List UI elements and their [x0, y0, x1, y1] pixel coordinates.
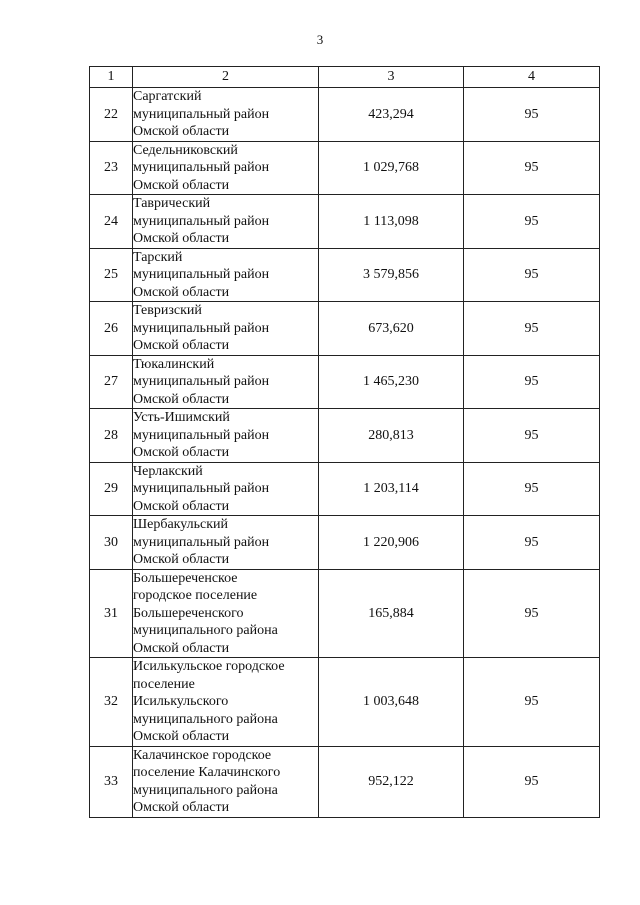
table-row [90, 569, 600, 658]
municipality-name: Саргатский муниципальный район Омской области [133, 88, 319, 142]
percent-value: 95 [464, 141, 600, 195]
percent-value: 95 [464, 516, 600, 570]
row-number: 32 [90, 658, 133, 747]
row-number: 31 [90, 569, 133, 658]
municipality-name: Черлакский муниципальный район Омской области [133, 462, 319, 516]
table-row [90, 248, 600, 302]
municipality-name: Тарский муниципальный район Омской области [133, 248, 319, 302]
amount-value: 1 465,230 [319, 355, 464, 409]
municipality-name: Таврический муниципальный район Омской области [133, 195, 319, 249]
row-number: 33 [90, 746, 133, 817]
percent-value: 95 [464, 302, 600, 356]
amount-value: 423,294 [319, 88, 464, 142]
percent-value: 95 [464, 409, 600, 463]
row-number: 22 [90, 88, 133, 142]
percent-value: 95 [464, 569, 600, 658]
municipality-name: Большереченское городское поселение Большереченского муниципального района Омской области [133, 569, 319, 658]
percent-value: 95 [464, 195, 600, 249]
municipality-name: Седельниковский муниципальный район Омской области [133, 141, 319, 195]
municipality-name: Калачинское городское поселение Калачинского муниципального района Омской области [133, 746, 319, 817]
percent-value: 95 [464, 88, 600, 142]
municipality-name: Усть-Ишимский муниципальный район Омской области [133, 409, 319, 463]
amount-value: 280,813 [319, 409, 464, 463]
amount-value: 673,620 [319, 302, 464, 356]
table-row [90, 195, 600, 249]
amount-value: 1 029,768 [319, 141, 464, 195]
row-number: 25 [90, 248, 133, 302]
page-number: 3 [316, 32, 324, 47]
table-row [90, 355, 600, 409]
amount-value: 1 203,114 [319, 462, 464, 516]
column-header-4: 4 [464, 67, 600, 88]
amount-value: 3 579,856 [319, 248, 464, 302]
percent-value: 95 [464, 746, 600, 817]
row-number: 24 [90, 195, 133, 249]
table-row [90, 516, 600, 570]
percent-value: 95 [464, 658, 600, 747]
row-number: 28 [90, 409, 133, 463]
table-row [90, 409, 600, 463]
row-number: 29 [90, 462, 133, 516]
row-number: 27 [90, 355, 133, 409]
amount-value: 1 113,098 [319, 195, 464, 249]
table-row [90, 88, 600, 142]
municipality-name: Тевризский муниципальный район Омской области [133, 302, 319, 356]
amount-value: 165,884 [319, 569, 464, 658]
column-header-1: 1 [90, 67, 133, 88]
percent-value: 95 [464, 462, 600, 516]
column-header-2: 2 [133, 67, 319, 88]
row-number: 26 [90, 302, 133, 356]
municipality-name: Шербакульский муниципальный район Омской области [133, 516, 319, 570]
table-row [90, 462, 600, 516]
amount-value: 1 220,906 [319, 516, 464, 570]
percent-value: 95 [464, 355, 600, 409]
table-header-row [90, 67, 600, 88]
table-body [90, 88, 600, 818]
municipality-name: Исилькульское городское поселение Исилькульского муниципального района Омской области [133, 658, 319, 747]
table-row [90, 658, 600, 747]
table-row [90, 746, 600, 817]
percent-value: 95 [464, 248, 600, 302]
data-table [89, 66, 600, 818]
amount-value: 1 003,648 [319, 658, 464, 747]
row-number: 30 [90, 516, 133, 570]
row-number: 23 [90, 141, 133, 195]
column-header-3: 3 [319, 67, 464, 88]
amount-value: 952,122 [319, 746, 464, 817]
municipality-name: Тюкалинский муниципальный район Омской области [133, 355, 319, 409]
table-row [90, 302, 600, 356]
table-row [90, 141, 600, 195]
